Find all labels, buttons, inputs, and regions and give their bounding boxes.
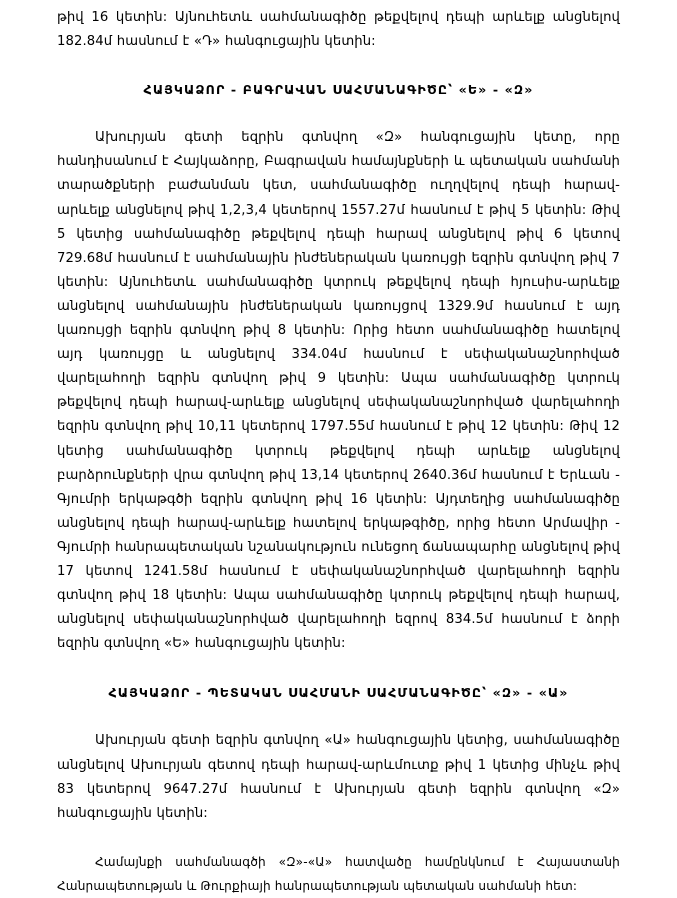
- vertical-spacer: [57, 656, 620, 681]
- section-heading-haykadzor-bagravan: ՀԱՅԿԱՁՈՐ - ԲԱԳՐԱՎԱՆ ՍԱՀՄԱՆԱԳԻԾԸ՝ «Ե» - «Զ»: [143, 82, 534, 98]
- paragraph-haykadzor-bagravan-description: Ախուրյան գետի եզրին գտնվող «Զ» հանգուցային կետը, որը հանդիսանում է Հայկաձորը, Բագրավան համայնքների և պետական սահմանի տարածքների բաժանման կետ, սահմանագիծը ուղղվելով դեպի հարավ-արևելք անցնելով թիվ 1,2,3,4 կետերով 1557.27մ հասնում է թիվ 5 կետին: Թիվ 5 կետից սահմանագիծը թեքվելով դեպի հարավ անցնելով թիվ 6 կետով 729.68մ հասնում է սահմանային ինժեներական կառույցի եզրին գտնվող թիվ 7 կետին: Այնուհետև սահմանագիծը կտրուկ թեքվելով դեպի հյուսիս-արևելք անցնելով սահմանային ինժեներական կառույցով 1329.9մ հասնում է այդ կառույցի եզրին գտնվող թիվ 8 կետին: Որից հետո սահմանագիծը հատելով այդ կառույցը և անցնելով 334.04մ հասնում է սեփականաշնորհված վարելահողի եզրին գտնվող թիվ 9 կետին: Ապա սահմանագիծը կտրուկ թեքվելով դեպի հարավ-արևելք անցնելով սեփականաշնորհված վարելահողի եզրին գտնվող թիվ 10,11 կետերով 1797.55մ հասնում է թիվ 12 կետին: Թիվ 12 կետից սահմանագիծը կտրուկ թեքվելով դեպի արևելք անցնելով բարձրունքների վրա գտնվող թիվ 13,14 կետերով 2640.36մ հասնում է Երևան - Գյումրի երկաթգծի եզրին գտնվող թիվ 16 կետին: Այդտեղից սահմանագիծը անցնելով դեպի հարավ-արևելք հատելով երկաթգիծը, որից հետո Արմավիր - Գյումրի հանրապետական նշանակություն ունեցող ճանապարհը անցնելով թիվ 17 կետով 1241.58մ հասնում է սեփականաշնորհված վարելահողի եզրին գտնվող թիվ 18 կետին: Ապա սահմանագիծը կտրուկ թեքվելով դեպի հարավ, անցնելով սեփականաշնորհված վարելահողի եզրով 834.5մ հասնում է ձորի եզրին գտնվող «Ե» հանգուցային կետին:: [57, 130, 620, 652]
- paragraph-continuation: թիվ 16 կետին: Այնուհետև սահմանագիծը թեքվելով դեպի արևելք անցնելով 182.84մ հասնում է «Դ» հանգուցային կետին:: [57, 10, 620, 50]
- vertical-spacer: [57, 102, 620, 126]
- paragraph-state-border-description: Ախուրյան գետի եզրին գտնվող «Ա» հանգուցային կետից, սահմանագիծը անցնելով Ախուրյան գետով դեպի հարավ-արևմուտք թիվ 1 կետից մինչև թիվ 83 կետերով 9647.27մ հասնում է Ախուրյան գետի եզրին գտնվող «Զ» հանգուցային կետին:: [57, 733, 620, 821]
- section-heading-haykadzor-state-border: ՀԱՅԿԱՁՈՐ - ՊԵՏԱԿԱՆ ՍԱՀՄԱՆԻ ՍԱՀՄԱՆԱԳԻԾԸ՝ «Զ» - «Ա»: [108, 685, 569, 701]
- vertical-spacer: [57, 826, 620, 850]
- vertical-spacer: [57, 54, 620, 78]
- paragraph-border-coincidence-note: Համայնքի սահմանագծի «Զ»-«Ա» հատվածը համընկնում է Հայաստանի Հանրապետության և Թուրքիայի հանրապետության պետական սահմանի հետ:: [57, 854, 620, 893]
- vertical-spacer: [57, 705, 620, 729]
